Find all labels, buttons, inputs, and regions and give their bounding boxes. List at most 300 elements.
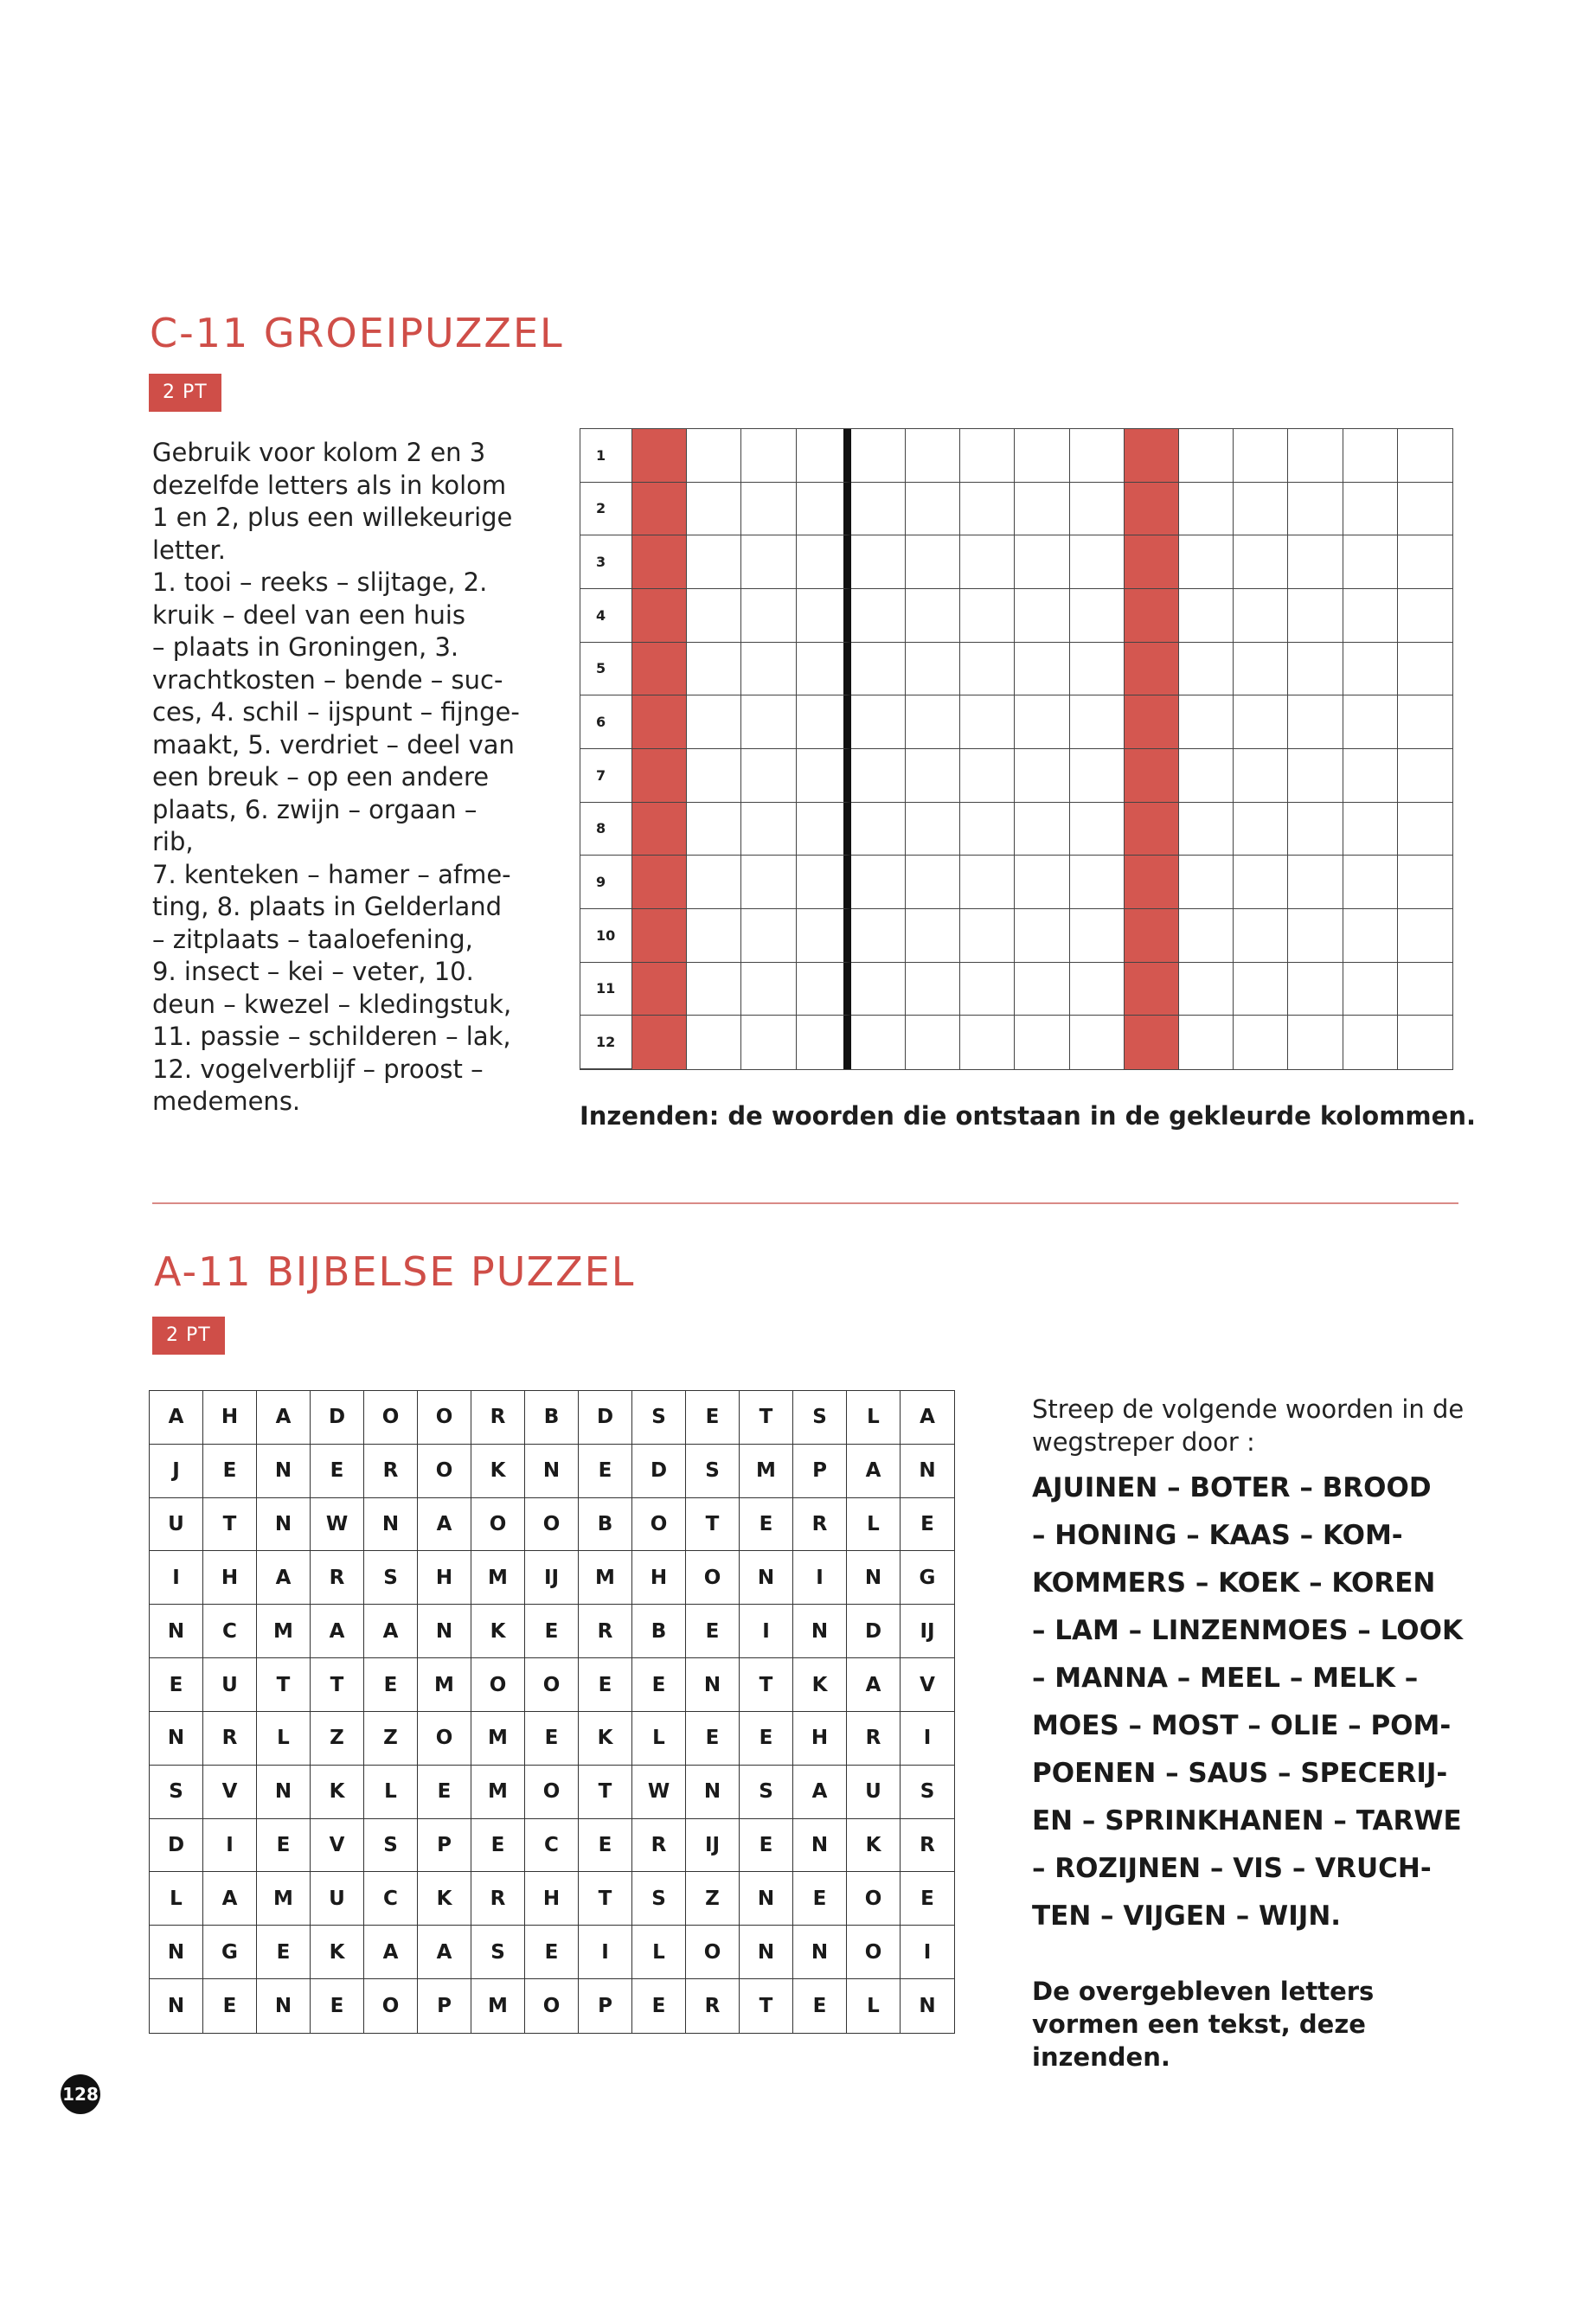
- c11-grid-cell[interactable]: [1015, 483, 1069, 536]
- a11-letter-cell[interactable]: A: [901, 1391, 954, 1445]
- c11-grid-cell[interactable]: [1343, 589, 1398, 643]
- c11-grid-cell[interactable]: [1015, 429, 1069, 483]
- a11-letter-cell[interactable]: K: [311, 1766, 364, 1819]
- a11-letter-cell[interactable]: G: [203, 1926, 257, 1979]
- a11-letter-cell[interactable]: Z: [686, 1872, 740, 1926]
- c11-grid-cell[interactable]: [906, 909, 960, 963]
- a11-letter-cell[interactable]: E: [632, 1979, 686, 2033]
- a11-letter-cell[interactable]: R: [203, 1712, 257, 1766]
- a11-letter-cell[interactable]: A: [150, 1391, 203, 1445]
- a11-letter-cell[interactable]: A: [418, 1926, 471, 1979]
- a11-letter-cell[interactable]: M: [579, 1551, 632, 1605]
- c11-highlighted-cell[interactable]: [632, 803, 687, 856]
- c11-grid-cell[interactable]: [1288, 695, 1343, 749]
- c11-grid-cell[interactable]: [906, 963, 960, 1016]
- c11-highlighted-cell[interactable]: [1125, 909, 1179, 963]
- c11-grid-cell[interactable]: [1234, 909, 1288, 963]
- a11-letter-cell[interactable]: N: [150, 1979, 203, 2033]
- c11-grid-cell[interactable]: [906, 803, 960, 856]
- a11-letter-cell[interactable]: S: [901, 1766, 954, 1819]
- a11-letter-cell[interactable]: O: [525, 1658, 579, 1712]
- a11-letter-cell[interactable]: E: [150, 1658, 203, 1712]
- c11-highlighted-cell[interactable]: [1125, 429, 1179, 483]
- a11-letter-cell[interactable]: B: [579, 1498, 632, 1552]
- a11-letter-cell[interactable]: A: [203, 1872, 257, 1926]
- a11-letter-cell[interactable]: O: [525, 1979, 579, 2033]
- c11-highlighted-cell[interactable]: [1125, 963, 1179, 1016]
- a11-letter-cell[interactable]: T: [686, 1498, 740, 1552]
- a11-letter-cell[interactable]: L: [847, 1979, 901, 2033]
- a11-letter-cell[interactable]: E: [686, 1712, 740, 1766]
- c11-grid-cell[interactable]: [1288, 909, 1343, 963]
- a11-letter-cell[interactable]: E: [793, 1872, 847, 1926]
- a11-letter-cell[interactable]: B: [632, 1605, 686, 1658]
- a11-letter-cell[interactable]: L: [632, 1926, 686, 1979]
- a11-letter-cell[interactable]: O: [364, 1391, 418, 1445]
- c11-highlighted-cell[interactable]: [1125, 1016, 1179, 1069]
- a11-letter-cell[interactable]: O: [632, 1498, 686, 1552]
- a11-letter-cell[interactable]: N: [257, 1498, 311, 1552]
- a11-letter-cell[interactable]: S: [632, 1391, 686, 1445]
- c11-grid-cell[interactable]: [687, 803, 741, 856]
- a11-letter-cell[interactable]: I: [901, 1926, 954, 1979]
- c11-grid-cell[interactable]: [1288, 856, 1343, 909]
- a11-letter-cell[interactable]: I: [150, 1551, 203, 1605]
- c11-grid-cell[interactable]: [1179, 643, 1234, 696]
- a11-letter-cell[interactable]: S: [150, 1766, 203, 1819]
- c11-grid-cell[interactable]: [851, 963, 906, 1016]
- c11-highlighted-cell[interactable]: [1125, 803, 1179, 856]
- c11-grid-cell[interactable]: [1179, 429, 1234, 483]
- a11-letter-cell[interactable]: D: [311, 1391, 364, 1445]
- c11-grid-cell[interactable]: [960, 429, 1015, 483]
- c11-grid-cell[interactable]: [851, 856, 906, 909]
- c11-grid-cell[interactable]: [1070, 429, 1125, 483]
- c11-grid-cell[interactable]: [741, 589, 796, 643]
- c11-grid-cell[interactable]: [1015, 695, 1069, 749]
- c11-grid-cell[interactable]: [906, 1016, 960, 1069]
- c11-grid-cell[interactable]: [687, 429, 741, 483]
- c11-grid-cell[interactable]: [797, 535, 851, 589]
- c11-grid-cell[interactable]: [1398, 856, 1452, 909]
- c11-grid-cell[interactable]: [1070, 856, 1125, 909]
- c11-grid-cell[interactable]: [1015, 589, 1069, 643]
- a11-letter-cell[interactable]: P: [579, 1979, 632, 2033]
- c11-highlighted-cell[interactable]: [632, 749, 687, 803]
- a11-letter-cell[interactable]: S: [740, 1766, 793, 1819]
- a11-letter-cell[interactable]: E: [740, 1498, 793, 1552]
- a11-letter-cell[interactable]: N: [150, 1712, 203, 1766]
- c11-grid-cell[interactable]: [1343, 963, 1398, 1016]
- c11-grid-cell[interactable]: [797, 429, 851, 483]
- a11-letter-cell[interactable]: E: [579, 1819, 632, 1873]
- a11-letter-cell[interactable]: N: [740, 1926, 793, 1979]
- c11-highlighted-cell[interactable]: [1125, 695, 1179, 749]
- c11-highlighted-cell[interactable]: [632, 909, 687, 963]
- a11-letter-cell[interactable]: E: [740, 1819, 793, 1873]
- c11-grid-cell[interactable]: [1288, 483, 1343, 536]
- a11-letter-cell[interactable]: P: [418, 1819, 471, 1873]
- a11-letter-cell[interactable]: D: [150, 1819, 203, 1873]
- a11-letter-cell[interactable]: T: [257, 1658, 311, 1712]
- c11-grid-cell[interactable]: [1070, 963, 1125, 1016]
- a11-letter-cell[interactable]: E: [471, 1819, 525, 1873]
- c11-grid-cell[interactable]: [1179, 535, 1234, 589]
- c11-grid-cell[interactable]: [1288, 749, 1343, 803]
- c11-grid-cell[interactable]: [851, 1016, 906, 1069]
- a11-letter-cell[interactable]: E: [203, 1979, 257, 2033]
- a11-letter-cell[interactable]: O: [471, 1658, 525, 1712]
- a11-letter-cell[interactable]: A: [257, 1551, 311, 1605]
- c11-grid-cell[interactable]: [1179, 803, 1234, 856]
- a11-letter-cell[interactable]: D: [579, 1391, 632, 1445]
- a11-letter-cell[interactable]: A: [418, 1498, 471, 1552]
- c11-grid-cell[interactable]: [1288, 803, 1343, 856]
- c11-grid-cell[interactable]: [1015, 856, 1069, 909]
- c11-grid-cell[interactable]: [1343, 909, 1398, 963]
- c11-grid-cell[interactable]: [741, 856, 796, 909]
- a11-letter-cell[interactable]: E: [686, 1391, 740, 1445]
- c11-highlighted-cell[interactable]: [632, 1016, 687, 1069]
- a11-letter-cell[interactable]: H: [203, 1551, 257, 1605]
- a11-letter-cell[interactable]: E: [901, 1498, 954, 1552]
- a11-letter-cell[interactable]: L: [847, 1498, 901, 1552]
- a11-letter-cell[interactable]: H: [632, 1551, 686, 1605]
- a11-letter-cell[interactable]: E: [793, 1979, 847, 2033]
- a11-letter-cell[interactable]: H: [418, 1551, 471, 1605]
- a11-letter-cell[interactable]: I: [740, 1605, 793, 1658]
- a11-letter-cell[interactable]: C: [364, 1872, 418, 1926]
- c11-grid-cell[interactable]: [960, 749, 1015, 803]
- c11-grid-cell[interactable]: [1179, 856, 1234, 909]
- a11-letter-cell[interactable]: G: [901, 1551, 954, 1605]
- a11-letter-cell[interactable]: IJ: [686, 1819, 740, 1873]
- a11-letter-cell[interactable]: O: [525, 1498, 579, 1552]
- a11-letter-cell[interactable]: B: [525, 1391, 579, 1445]
- c11-grid-cell[interactable]: [1398, 1016, 1452, 1069]
- c11-grid-cell[interactable]: [1234, 803, 1288, 856]
- c11-grid-cell[interactable]: [741, 643, 796, 696]
- a11-letter-cell[interactable]: N: [525, 1445, 579, 1498]
- a11-letter-cell[interactable]: K: [418, 1872, 471, 1926]
- c11-grid-cell[interactable]: [687, 643, 741, 696]
- c11-grid-cell[interactable]: [960, 856, 1015, 909]
- a11-letter-cell[interactable]: Z: [364, 1712, 418, 1766]
- c11-grid-cell[interactable]: [851, 535, 906, 589]
- c11-grid-cell[interactable]: [1179, 695, 1234, 749]
- a11-letter-cell[interactable]: C: [203, 1605, 257, 1658]
- a11-letter-cell[interactable]: O: [418, 1712, 471, 1766]
- c11-grid-cell[interactable]: [906, 429, 960, 483]
- c11-grid-cell[interactable]: [960, 909, 1015, 963]
- a11-letter-cell[interactable]: O: [418, 1445, 471, 1498]
- a11-letter-cell[interactable]: K: [471, 1445, 525, 1498]
- a11-letter-cell[interactable]: I: [793, 1551, 847, 1605]
- a11-letter-cell[interactable]: L: [632, 1712, 686, 1766]
- c11-grid-cell[interactable]: [1234, 535, 1288, 589]
- c11-grid-cell[interactable]: [1179, 963, 1234, 1016]
- a11-letter-cell[interactable]: W: [632, 1766, 686, 1819]
- c11-grid-cell[interactable]: [906, 856, 960, 909]
- c11-grid-cell[interactable]: [1343, 695, 1398, 749]
- c11-grid-cell[interactable]: [797, 856, 851, 909]
- c11-grid-cell[interactable]: [797, 695, 851, 749]
- a11-letter-cell[interactable]: C: [525, 1819, 579, 1873]
- a11-letter-cell[interactable]: M: [257, 1605, 311, 1658]
- a11-letter-cell[interactable]: M: [471, 1979, 525, 2033]
- a11-letter-cell[interactable]: IJ: [901, 1605, 954, 1658]
- a11-letter-cell[interactable]: O: [418, 1391, 471, 1445]
- c11-grid-cell[interactable]: [1234, 1016, 1288, 1069]
- c11-grid-cell[interactable]: [1288, 963, 1343, 1016]
- a11-letter-cell[interactable]: O: [847, 1872, 901, 1926]
- c11-grid-cell[interactable]: [960, 535, 1015, 589]
- a11-letter-cell[interactable]: N: [740, 1551, 793, 1605]
- a11-letter-cell[interactable]: H: [793, 1712, 847, 1766]
- c11-grid-cell[interactable]: [1398, 535, 1452, 589]
- a11-letter-cell[interactable]: S: [632, 1872, 686, 1926]
- a11-letter-cell[interactable]: M: [471, 1551, 525, 1605]
- a11-letter-cell[interactable]: E: [901, 1872, 954, 1926]
- a11-letter-cell[interactable]: E: [257, 1819, 311, 1873]
- a11-letter-cell[interactable]: K: [471, 1605, 525, 1658]
- c11-grid-cell[interactable]: [1398, 589, 1452, 643]
- c11-grid-cell[interactable]: [1343, 749, 1398, 803]
- c11-grid-cell[interactable]: [741, 695, 796, 749]
- a11-letter-cell[interactable]: A: [847, 1445, 901, 1498]
- a11-letter-cell[interactable]: O: [847, 1926, 901, 1979]
- a11-letter-cell[interactable]: V: [311, 1819, 364, 1873]
- c11-grid-cell[interactable]: [797, 643, 851, 696]
- a11-letter-cell[interactable]: L: [150, 1872, 203, 1926]
- a11-letter-cell[interactable]: K: [579, 1712, 632, 1766]
- c11-grid-cell[interactable]: [1179, 483, 1234, 536]
- a11-letter-cell[interactable]: N: [740, 1872, 793, 1926]
- a11-letter-cell[interactable]: J: [150, 1445, 203, 1498]
- a11-letter-cell[interactable]: IJ: [525, 1551, 579, 1605]
- c11-grid-cell[interactable]: [687, 856, 741, 909]
- a11-letter-cell[interactable]: R: [901, 1819, 954, 1873]
- c11-highlighted-cell[interactable]: [632, 483, 687, 536]
- a11-letter-cell[interactable]: I: [579, 1926, 632, 1979]
- c11-grid-cell[interactable]: [1288, 1016, 1343, 1069]
- a11-letter-cell[interactable]: E: [364, 1658, 418, 1712]
- c11-grid-cell[interactable]: [1343, 1016, 1398, 1069]
- a11-letter-cell[interactable]: L: [847, 1391, 901, 1445]
- c11-grid-cell[interactable]: [960, 643, 1015, 696]
- a11-letter-cell[interactable]: N: [257, 1979, 311, 2033]
- c11-highlighted-cell[interactable]: [632, 856, 687, 909]
- c11-grid-cell[interactable]: [1234, 856, 1288, 909]
- a11-letter-cell[interactable]: N: [686, 1766, 740, 1819]
- c11-grid-cell[interactable]: [960, 963, 1015, 1016]
- c11-grid-cell[interactable]: [1288, 589, 1343, 643]
- c11-grid-cell[interactable]: [1398, 749, 1452, 803]
- c11-grid-cell[interactable]: [906, 643, 960, 696]
- c11-grid-cell[interactable]: [1070, 749, 1125, 803]
- a11-letter-cell[interactable]: O: [525, 1766, 579, 1819]
- a11-letter-cell[interactable]: N: [901, 1445, 954, 1498]
- c11-highlighted-cell[interactable]: [632, 643, 687, 696]
- a11-letter-cell[interactable]: M: [257, 1872, 311, 1926]
- a11-letter-cell[interactable]: A: [311, 1605, 364, 1658]
- c11-grid-cell[interactable]: [687, 695, 741, 749]
- c11-grid-cell[interactable]: [1070, 535, 1125, 589]
- a11-letter-cell[interactable]: E: [311, 1979, 364, 2033]
- c11-grid-cell[interactable]: [1343, 429, 1398, 483]
- c11-grid-cell[interactable]: [1234, 749, 1288, 803]
- a11-letter-cell[interactable]: T: [311, 1658, 364, 1712]
- a11-letter-cell[interactable]: S: [793, 1391, 847, 1445]
- c11-highlighted-cell[interactable]: [1125, 643, 1179, 696]
- a11-letter-cell[interactable]: L: [257, 1712, 311, 1766]
- a11-letter-cell[interactable]: E: [203, 1445, 257, 1498]
- c11-grid-cell[interactable]: [797, 589, 851, 643]
- c11-grid-cell[interactable]: [1343, 535, 1398, 589]
- a11-letter-cell[interactable]: R: [793, 1498, 847, 1552]
- a11-letter-cell[interactable]: T: [740, 1979, 793, 2033]
- c11-grid-cell[interactable]: [1234, 963, 1288, 1016]
- c11-grid-cell[interactable]: [741, 963, 796, 1016]
- c11-grid-cell[interactable]: [906, 749, 960, 803]
- c11-grid-cell[interactable]: [687, 483, 741, 536]
- a11-letter-cell[interactable]: E: [525, 1712, 579, 1766]
- c11-grid-cell[interactable]: [960, 803, 1015, 856]
- a11-letter-cell[interactable]: N: [686, 1658, 740, 1712]
- a11-letter-cell[interactable]: E: [257, 1926, 311, 1979]
- a11-letter-cell[interactable]: S: [686, 1445, 740, 1498]
- c11-highlighted-cell[interactable]: [1125, 589, 1179, 643]
- a11-letter-cell[interactable]: S: [364, 1819, 418, 1873]
- a11-letter-cell[interactable]: O: [364, 1979, 418, 2033]
- c11-grid-cell[interactable]: [1343, 803, 1398, 856]
- a11-letter-cell[interactable]: E: [686, 1605, 740, 1658]
- a11-letter-cell[interactable]: E: [632, 1658, 686, 1712]
- c11-grid-cell[interactable]: [1343, 483, 1398, 536]
- c11-grid-cell[interactable]: [851, 909, 906, 963]
- c11-grid-cell[interactable]: [1015, 1016, 1069, 1069]
- a11-letter-cell[interactable]: P: [793, 1445, 847, 1498]
- c11-grid-cell[interactable]: [960, 1016, 1015, 1069]
- c11-grid-cell[interactable]: [1070, 643, 1125, 696]
- c11-grid-cell[interactable]: [687, 1016, 741, 1069]
- c11-grid-cell[interactable]: [687, 535, 741, 589]
- c11-grid-cell[interactable]: [851, 643, 906, 696]
- a11-letter-cell[interactable]: R: [364, 1445, 418, 1498]
- c11-grid-cell[interactable]: [1015, 963, 1069, 1016]
- a11-letter-cell[interactable]: M: [471, 1712, 525, 1766]
- a11-letter-cell[interactable]: I: [901, 1712, 954, 1766]
- c11-grid-cell[interactable]: [1398, 909, 1452, 963]
- c11-highlighted-cell[interactable]: [1125, 483, 1179, 536]
- a11-letter-cell[interactable]: S: [364, 1551, 418, 1605]
- c11-grid-cell[interactable]: [797, 1016, 851, 1069]
- a11-letter-cell[interactable]: U: [311, 1872, 364, 1926]
- c11-highlighted-cell[interactable]: [632, 963, 687, 1016]
- a11-letter-cell[interactable]: N: [257, 1445, 311, 1498]
- c11-highlighted-cell[interactable]: [1125, 749, 1179, 803]
- a11-letter-cell[interactable]: E: [418, 1766, 471, 1819]
- c11-grid-cell[interactable]: [906, 483, 960, 536]
- c11-grid-cell[interactable]: [960, 695, 1015, 749]
- c11-grid-cell[interactable]: [1070, 1016, 1125, 1069]
- c11-grid-cell[interactable]: [1179, 1016, 1234, 1069]
- a11-letter-cell[interactable]: A: [847, 1658, 901, 1712]
- c11-grid-cell[interactable]: [851, 695, 906, 749]
- c11-grid-cell[interactable]: [741, 803, 796, 856]
- c11-highlighted-cell[interactable]: [1125, 856, 1179, 909]
- c11-grid-cell[interactable]: [1234, 589, 1288, 643]
- c11-grid-cell[interactable]: [797, 963, 851, 1016]
- a11-letter-cell[interactable]: D: [632, 1445, 686, 1498]
- a11-letter-cell[interactable]: N: [793, 1605, 847, 1658]
- a11-letter-cell[interactable]: E: [740, 1712, 793, 1766]
- a11-letter-cell[interactable]: A: [364, 1926, 418, 1979]
- c11-grid-cell[interactable]: [851, 803, 906, 856]
- c11-grid-cell[interactable]: [1234, 695, 1288, 749]
- c11-grid-cell[interactable]: [1070, 695, 1125, 749]
- a11-letter-cell[interactable]: R: [579, 1605, 632, 1658]
- c11-grid-cell[interactable]: [1398, 643, 1452, 696]
- a11-letter-cell[interactable]: E: [311, 1445, 364, 1498]
- a11-letter-cell[interactable]: V: [901, 1658, 954, 1712]
- c11-grid-cell[interactable]: [1288, 429, 1343, 483]
- a11-letter-cell[interactable]: N: [150, 1605, 203, 1658]
- c11-highlighted-cell[interactable]: [1125, 535, 1179, 589]
- c11-grid-cell[interactable]: [1288, 643, 1343, 696]
- c11-grid-cell[interactable]: [1179, 749, 1234, 803]
- c11-grid-cell[interactable]: [851, 429, 906, 483]
- a11-letter-cell[interactable]: R: [686, 1979, 740, 2033]
- a11-letter-cell[interactable]: A: [364, 1605, 418, 1658]
- c11-grid-cell[interactable]: [1234, 643, 1288, 696]
- c11-grid-cell[interactable]: [1398, 963, 1452, 1016]
- c11-grid-cell[interactable]: [1070, 589, 1125, 643]
- a11-letter-cell[interactable]: T: [203, 1498, 257, 1552]
- a11-letter-cell[interactable]: E: [579, 1658, 632, 1712]
- a11-letter-cell[interactable]: K: [793, 1658, 847, 1712]
- a11-letter-cell[interactable]: P: [418, 1979, 471, 2033]
- a11-letter-cell[interactable]: O: [686, 1551, 740, 1605]
- c11-grid-cell[interactable]: [906, 535, 960, 589]
- a11-letter-cell[interactable]: N: [364, 1498, 418, 1552]
- c11-grid-cell[interactable]: [797, 483, 851, 536]
- a11-letter-cell[interactable]: N: [150, 1926, 203, 1979]
- a11-letter-cell[interactable]: L: [364, 1766, 418, 1819]
- a11-letter-cell[interactable]: S: [471, 1926, 525, 1979]
- a11-letter-cell[interactable]: H: [525, 1872, 579, 1926]
- a11-letter-cell[interactable]: N: [919, 1995, 936, 2018]
- c11-grid-cell[interactable]: [1015, 535, 1069, 589]
- a11-letter-cell[interactable]: T: [740, 1391, 793, 1445]
- c11-grid-cell[interactable]: [1070, 483, 1125, 536]
- c11-grid-cell[interactable]: [1070, 803, 1125, 856]
- a11-letter-cell[interactable]: U: [847, 1766, 901, 1819]
- c11-grid-cell[interactable]: [797, 749, 851, 803]
- c11-highlighted-cell[interactable]: [632, 589, 687, 643]
- a11-letter-cell[interactable]: I: [203, 1819, 257, 1873]
- c11-grid-cell[interactable]: [1179, 589, 1234, 643]
- c11-grid-cell[interactable]: [906, 589, 960, 643]
- c11-grid-cell[interactable]: [687, 963, 741, 1016]
- a11-letter-cell[interactable]: A: [257, 1391, 311, 1445]
- c11-grid-cell[interactable]: [741, 429, 796, 483]
- a11-letter-cell[interactable]: N: [257, 1766, 311, 1819]
- c11-grid-cell[interactable]: [741, 535, 796, 589]
- c11-grid-cell[interactable]: [1398, 803, 1452, 856]
- a11-letter-cell[interactable]: R: [632, 1819, 686, 1873]
- c11-grid-cell[interactable]: [687, 749, 741, 803]
